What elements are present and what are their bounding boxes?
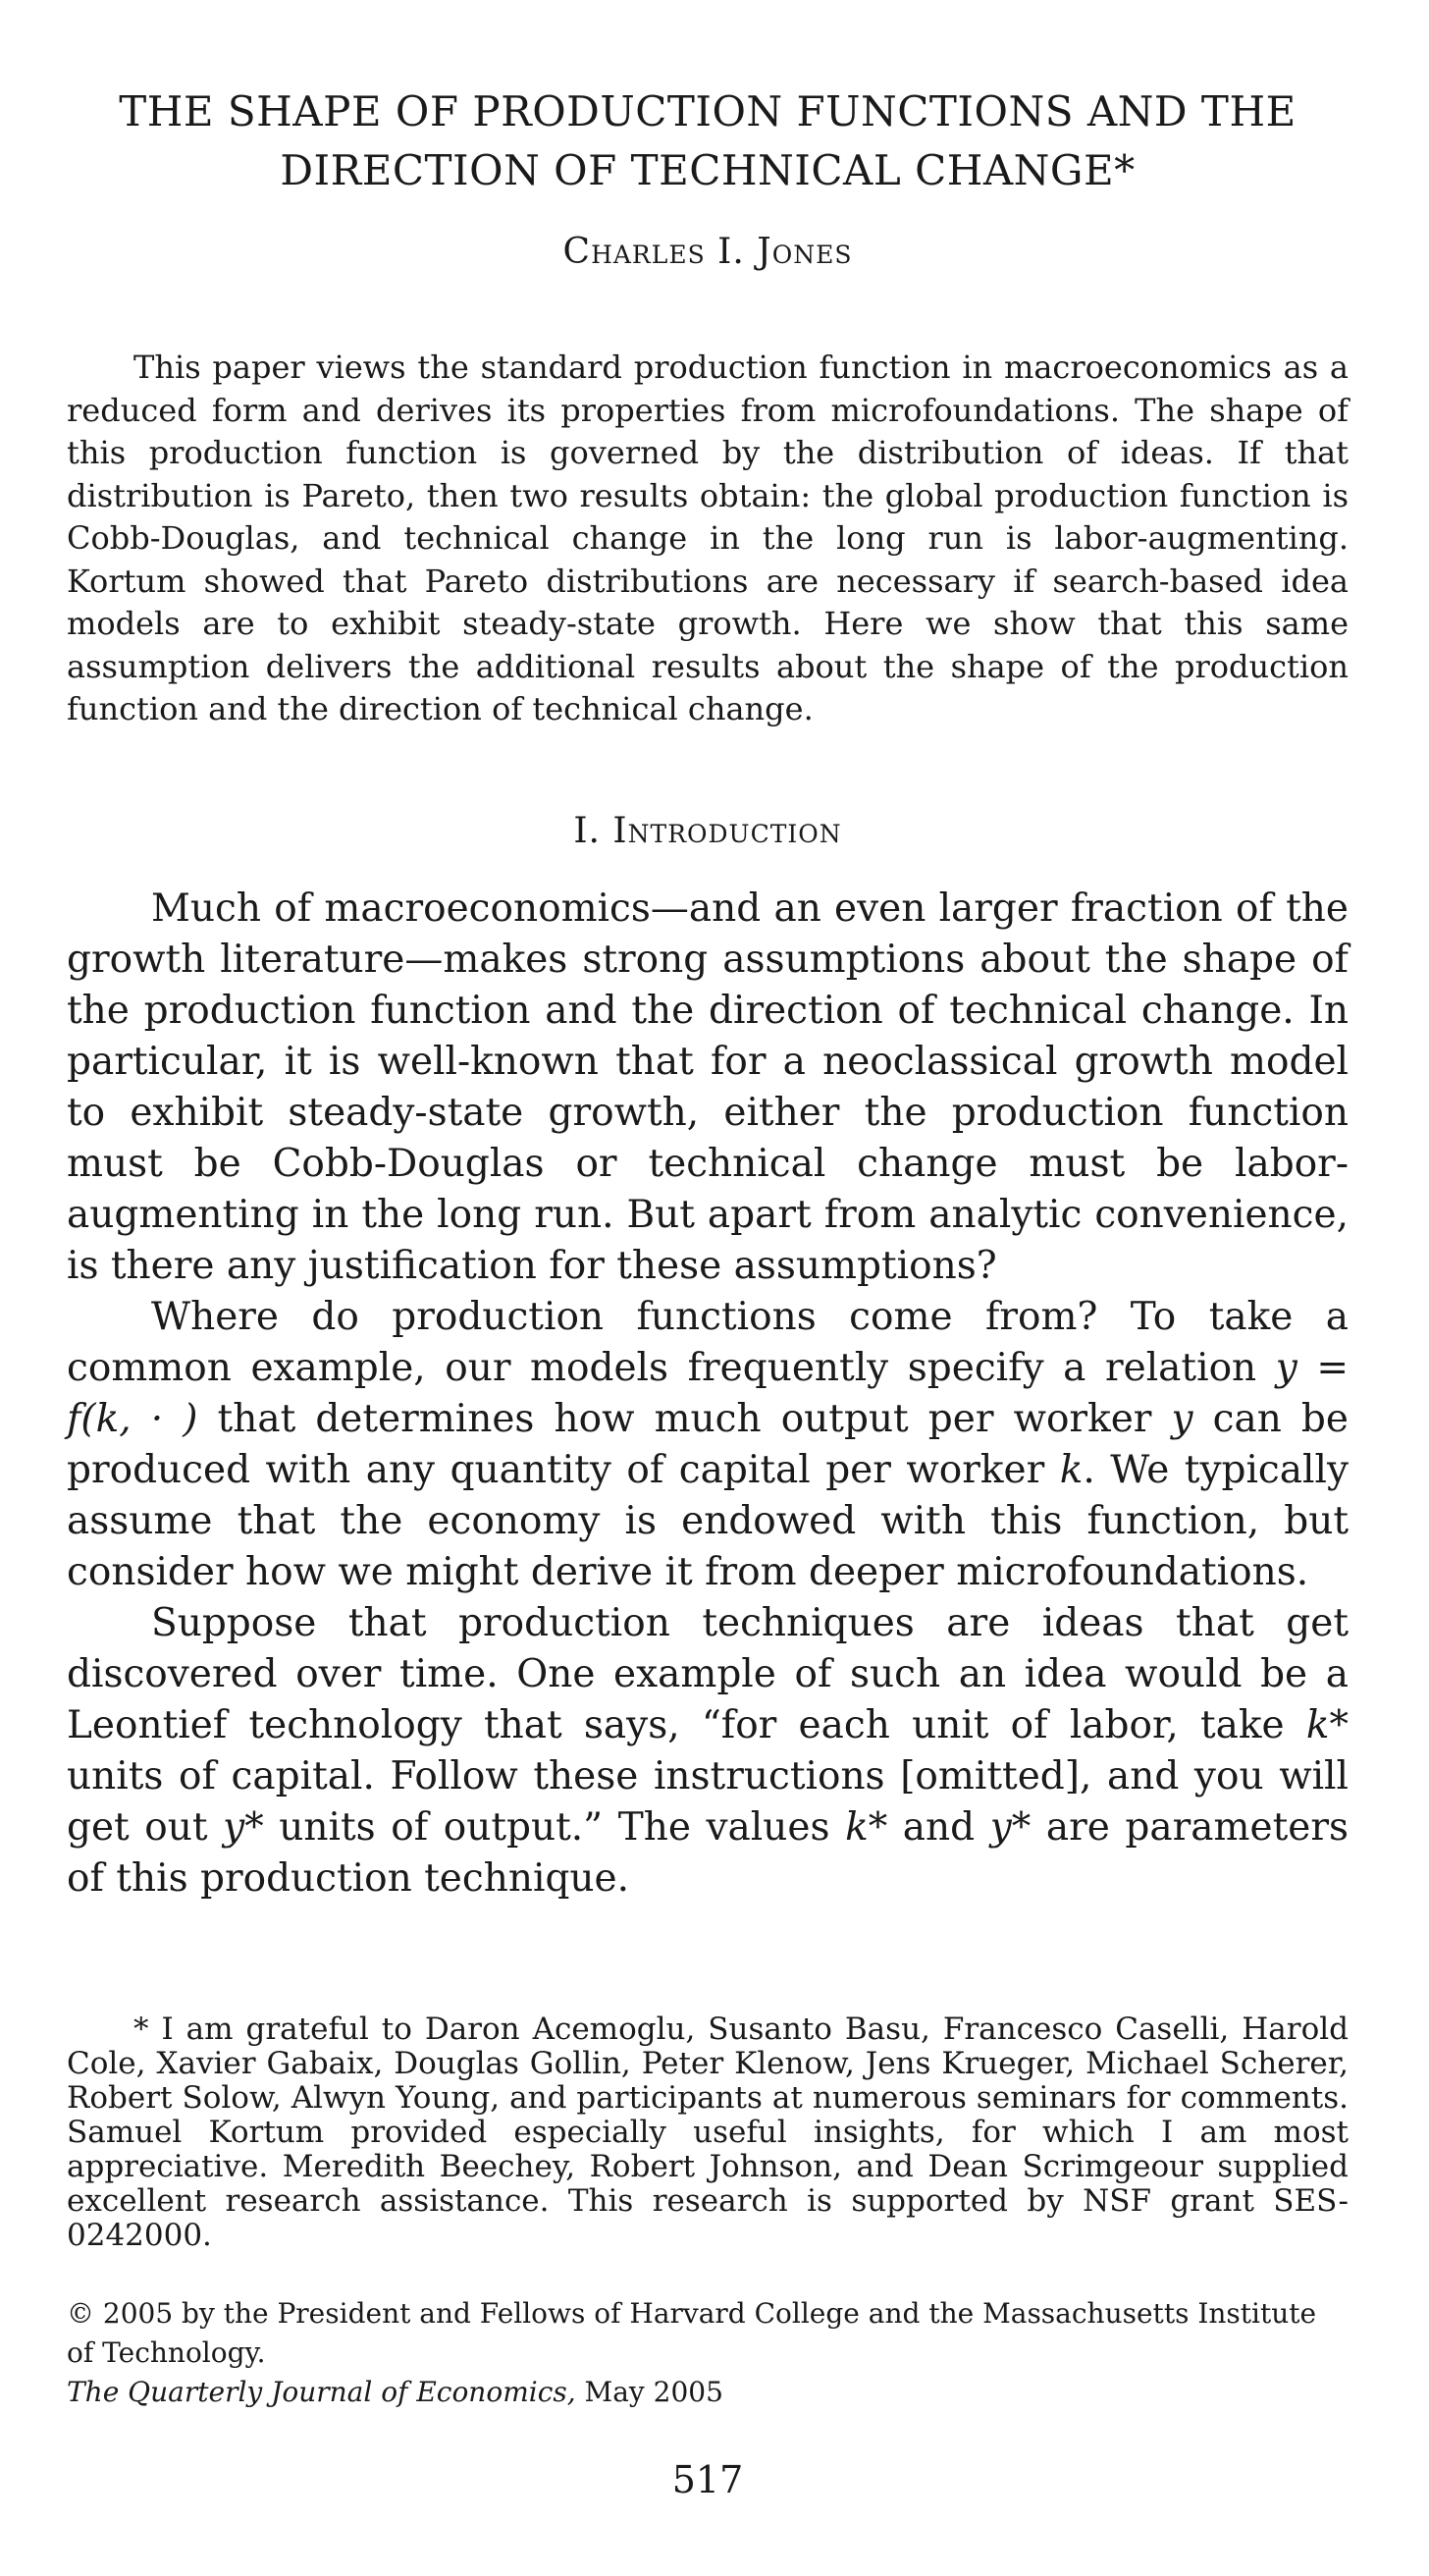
abstract: This paper views the standard production function in macroeconomics as a reduced form and derives its properties from microfoundations. The shape of this production function is governed by the distribution of ideas. If that distribution is Pareto, then two results obtain: the global production function is Cobb-Douglas, and technical change in the long run is labor-augmenting. Kortum showed that Pareto distributions are necessary if search-based idea models are to exhibit steady-state growth. Here we show that this same assumption delivers the additional results about the shape of the production function and the direction of technical change. (67, 349, 1349, 727)
paragraph-3-text: are parameters of this production technique. (67, 1805, 1349, 1901)
paragraph-1: Much of macroeconomics—and an even larger fraction of the growth literature—makes strong assumptions about the shape of the production function and the direction of technical change. In particular, it is well-known that for a neoclassical growth model to exhibit steady-state growth, either the production function must be Cobb-Douglas or technical change must be labor-augmenting in the long run. But apart from analytic convenience, is there any justification for these assumptions? (67, 886, 1349, 1288)
paragraph-3 (67, 1598, 1349, 1905)
math-variable: k* (845, 1805, 888, 1850)
copyright-line: © 2005 by the President and Fellows of Harvard College and the Massachusetts Institute of Technology. (67, 2297, 1317, 2369)
paragraph-2-text: that determines how much output per worker (197, 1397, 1172, 1441)
copyright-block (67, 2294, 1349, 2412)
paper-title-line-2: DIRECTION OF TECHNICAL CHANGE* (280, 146, 1136, 194)
paragraph-3-text: Suppose that production techniques are ideas that get discovered over time. One example of such an idea would be a Leontief technology that says, “for each unit of labor, take (67, 1601, 1349, 1747)
math-variable: y* (223, 1805, 264, 1850)
footnote: * I am grateful to Daron Acemoglu, Susanto Basu, Francesco Caselli, Harold Cole, Xavier Gabaix, Douglas Gollin, Peter Klenow, Jens Krueger, Michael Scherer, Robert Solow, Alwyn Young, and participants at numerous seminars for comments. Samuel Kortum provided especially useful insights, for which I am most appreciative. Meredith Beechey, Robert Johnson, and Dean Scrimgeour supplied excellent research assistance. This research is supported by NSF grant SES-0242000. (67, 2012, 1349, 2253)
body-text (67, 884, 1349, 1905)
section-heading: I. Introduction (573, 811, 842, 851)
paragraph-2-text: . We typically assume that the economy is endowed with this function, but consider how we might derive it from deeper microfoundations. (67, 1448, 1349, 1594)
journal-name: The Quarterly Journal of Economics, (67, 2376, 576, 2408)
paper-title-line-1: THE SHAPE OF PRODUCTION FUNCTIONS AND THE (119, 87, 1297, 135)
math-relation: y = f(k, · ) (67, 1346, 1350, 1441)
paper-title (67, 82, 1349, 200)
math-variable: k* (1305, 1703, 1349, 1747)
paragraph-2-text: Where do production functions come from? To take a common example, our models frequently specify a relation (67, 1295, 1349, 1390)
math-variable: y (1171, 1397, 1193, 1441)
page-number: 517 (671, 2458, 744, 2501)
paragraph-3-text: and (887, 1805, 990, 1850)
paragraph-2 (67, 1292, 1349, 1598)
author-name: Charles I. Jones (562, 232, 853, 272)
math-variable: k (1059, 1448, 1084, 1492)
journal-line (67, 2373, 1349, 2412)
paragraph-3-text: units of output.” The values (263, 1805, 846, 1850)
math-variable: y* (989, 1805, 1032, 1850)
paragraph-3-text: units of capital. Follow these instructions [omitted], and you will get out (67, 1754, 1349, 1850)
paragraph-2-text: can be produced with any quantity of capital per worker (67, 1397, 1349, 1492)
journal-date: May 2005 (575, 2376, 723, 2408)
